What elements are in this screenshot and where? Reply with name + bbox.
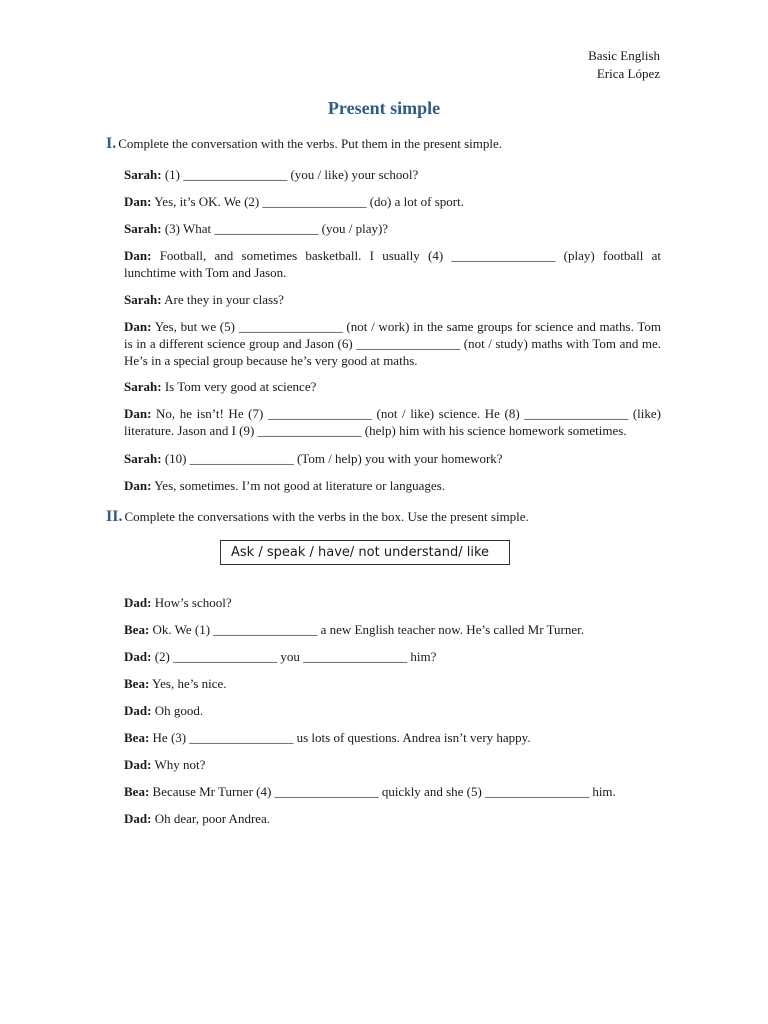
line-text: (3) What ________________ (you / play)? — [161, 221, 389, 236]
section-1-numeral: I. — [106, 135, 117, 152]
speaker: Sarah: — [124, 292, 162, 307]
dialogue-line — [124, 702, 661, 719]
dialogue-line — [124, 477, 661, 494]
speaker: Sarah: — [124, 167, 162, 182]
line-text: Oh dear, poor Andrea. — [151, 811, 271, 826]
verb-box: Ask / speak / have/ not understand/ like — [220, 540, 510, 565]
line-text: No, he isn’t! He (7) ________________ (not / like) science. He (8) ________________ (like) literature. Jason and I (9) ________________ (help) him with his science homework sometimes. — [124, 406, 661, 438]
document-header — [588, 47, 660, 83]
dialogue-line — [124, 783, 661, 800]
speaker: Dan: — [124, 406, 152, 421]
dialogue-line — [124, 810, 661, 827]
dialogue-line — [124, 729, 661, 746]
section-1-heading — [106, 135, 666, 152]
course-name: Basic English — [588, 48, 660, 63]
line-text: Yes, it’s OK. We (2) ________________ (do) a lot of sport. — [151, 194, 464, 209]
speaker: Dad: — [124, 811, 152, 826]
section-2-heading — [106, 508, 666, 525]
dialogue-line — [124, 166, 661, 183]
speaker: Dan: — [124, 248, 152, 263]
dialogue-line — [124, 450, 661, 467]
line-text: (1) ________________ (you / like) your school? — [161, 167, 419, 182]
line-text: He (3) ________________ us lots of questions. Andrea isn’t very happy. — [149, 730, 531, 745]
dialogue-line — [124, 594, 661, 611]
dialogue-line — [124, 291, 661, 308]
dialogue-line — [124, 756, 661, 773]
line-text: Oh good. — [151, 703, 204, 718]
speaker: Dan: — [124, 319, 152, 334]
speaker: Bea: — [124, 676, 150, 691]
dialogue-line — [124, 318, 661, 369]
speaker: Bea: — [124, 784, 150, 799]
line-text: Ok. We (1) ________________ a new English teacher now. He’s called Mr Turner. — [149, 622, 585, 637]
line-text: Is Tom very good at science? — [161, 379, 317, 394]
dialogue-line — [124, 648, 661, 665]
speaker: Dad: — [124, 703, 152, 718]
speaker: Dan: — [124, 194, 152, 209]
speaker: Bea: — [124, 622, 150, 637]
dialogue-line — [124, 405, 661, 439]
line-text: Because Mr Turner (4) ________________ quickly and she (5) ________________ him. — [149, 784, 616, 799]
dialogue-line — [124, 621, 661, 638]
speaker: Sarah: — [124, 451, 162, 466]
line-text: How’s school? — [151, 595, 232, 610]
line-text: (10) ________________ (Tom / help) you with your homework? — [161, 451, 503, 466]
dialogue-line — [124, 247, 661, 281]
line-text: Yes, sometimes. I’m not good at literature or languages. — [151, 478, 445, 493]
dialogue-line — [124, 378, 661, 395]
speaker: Bea: — [124, 730, 150, 745]
speaker: Dan: — [124, 478, 152, 493]
line-text: Yes, he’s nice. — [149, 676, 227, 691]
line-text: Are they in your class? — [161, 292, 284, 307]
dialogue-line — [124, 193, 661, 210]
line-text: (2) ________________ you ________________ him? — [151, 649, 437, 664]
speaker: Sarah: — [124, 221, 162, 236]
speaker: Dad: — [124, 595, 152, 610]
dialogue-line — [124, 675, 661, 692]
section-1-instruction: Complete the conversation with the verbs. Put them in the present simple. — [118, 136, 503, 151]
speaker: Sarah: — [124, 379, 162, 394]
section-2-numeral: II. — [106, 508, 123, 525]
author-name: Erica López — [596, 66, 660, 81]
speaker: Dad: — [124, 757, 152, 772]
line-text: Football, and sometimes basketball. I usually (4) ________________ (play) football at lunchtime with Tom and Jason. — [124, 248, 661, 280]
speaker: Dad: — [124, 649, 152, 664]
line-text: Yes, but we (5) ________________ (not / work) in the same groups for science and maths. Tom is in a different science group and Jason (6) ________________ (not / study) maths with Tom and me. He’s in a special group because he’s very good at maths. — [124, 319, 661, 368]
dialogue-line — [124, 220, 661, 237]
line-text: Why not? — [151, 757, 206, 772]
section-2-instruction: Complete the conversations with the verbs in the box. Use the present simple. — [124, 509, 529, 524]
page-title: Present simple — [327, 98, 441, 118]
